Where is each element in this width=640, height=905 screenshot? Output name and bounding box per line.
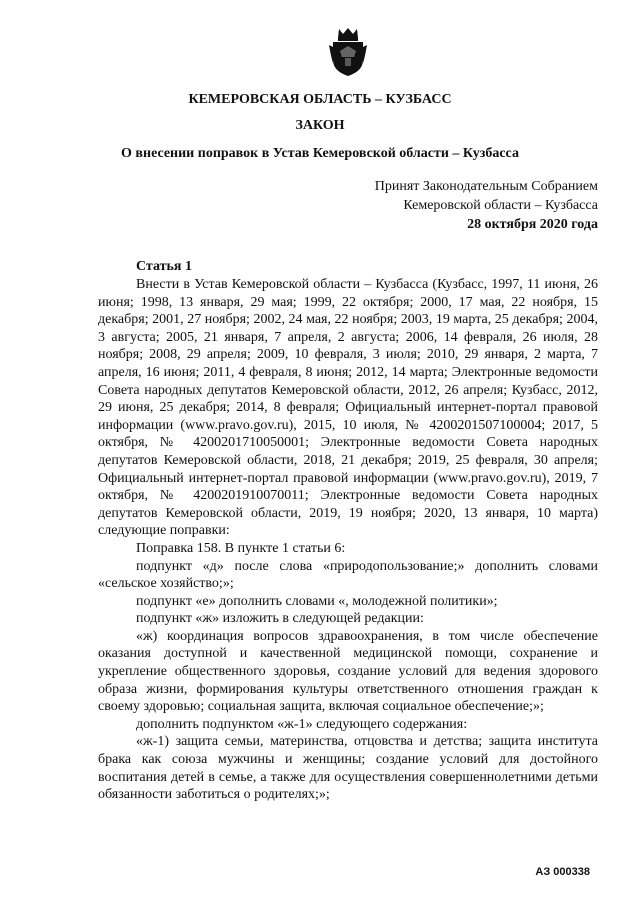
law-title: О внесении поправок в Устав Кемеровской области – Кузбасса xyxy=(121,146,519,161)
document-code: АЗ 000338 xyxy=(535,866,590,878)
paragraph: «ж-1) защита семьи, материнства, отцовства и детства; защита института брака как союза мужчины и женщины; создание условий для достойного воспитания детей в семье, а также для осуществления совершеннолетними детьми обязанности заботиться о родителях;»; xyxy=(98,734,598,803)
adoption-line-1: Принят Законодательным Собранием xyxy=(374,179,598,194)
paragraph: дополнить подпунктом «ж-1» следующего содержания: xyxy=(136,716,468,732)
paragraph: подпункт «д» после слова «природопользование;» дополнить словами «сельское хозяйство;»; xyxy=(98,558,598,592)
paragraph: подпункт «е» дополнить словами «, молодежной политики»; xyxy=(136,593,498,609)
paragraph: Поправка 158. В пункте 1 статьи 6: xyxy=(136,540,346,556)
article-heading: Статья 1 xyxy=(136,259,192,274)
adoption-date: 28 октября 2020 года xyxy=(467,217,598,232)
paragraph: Внести в Устав Кемеровской области – Кузбасса (Кузбасс, 1997, 11 июня, 26 июня; 1998, 13 января, 29 мая; 1999, 22 октября; 2000, 17 мая, 22 ноября, 15 декабря; 2001, 27 ноября; 2002, 24 мая, 22 ноября; 2003, 19 марта, 25 декабря; 2004, 3 августа; 2005, 21 января, 7 апреля, 2 августа; 2006, 14 февраля, 26 июля, 28 ноября; 2008, 29 апреля; 2009, 10 февраля, 3 июля; 2010, 29 января, 2 марта, 7 апреля, 16 июня; 2011, 4 февраля, 8 июня; 2012, 14 марта; Электронные ведомости Совета народных депутатов Кемеровской области, 2012, 26 апреля; Кузбасс, 2012, 29 июня, 25 декабря; 2014, 8 февраля; Официальный интернет-портал правовой информации (www.pravo.gov.ru), 2015, 10 июля, № 4200201507100004; 2017, 5 октября, № 4200201710050001; Электронные ведомости Совета народных депутатов Кемеровской области, 2018, 21 декабря; 2019, 25 февраля, 30 апреля; Официальный интернет-портал правовой информации (www.pravo.gov.ru), 2019, 7 октября, № 4200201910070011; Электронные ведомости Совета народных депутатов Кемеровской области, 2019, 19 ноября; 2020, 13 января, 10 марта) следующие поправки: xyxy=(98,277,598,539)
region-heading: КЕМЕРОВСКАЯ ОБЛАСТЬ – КУЗБАСС xyxy=(188,92,452,107)
adoption-line-2: Кемеровской области – Кузбасса xyxy=(403,198,598,213)
paragraph: подпункт «ж» изложить в следующей редакции: xyxy=(136,611,424,627)
coat-of-arms-icon xyxy=(327,27,369,77)
paragraph: «ж) координация вопросов здравоохранения, в том числе обеспечение оказания доступной и качественной медицинской помощи, сохранение и укрепление общественного здоровья, создание условий для ведения здорового образа жизни, формирования культуры ответственного отношения граждан к своему здоровью; социальная защита, включая социальное обеспечение;»; xyxy=(98,628,598,715)
adoption-block xyxy=(375,177,598,234)
article-body xyxy=(98,276,598,804)
document-type: ЗАКОН xyxy=(295,118,345,133)
